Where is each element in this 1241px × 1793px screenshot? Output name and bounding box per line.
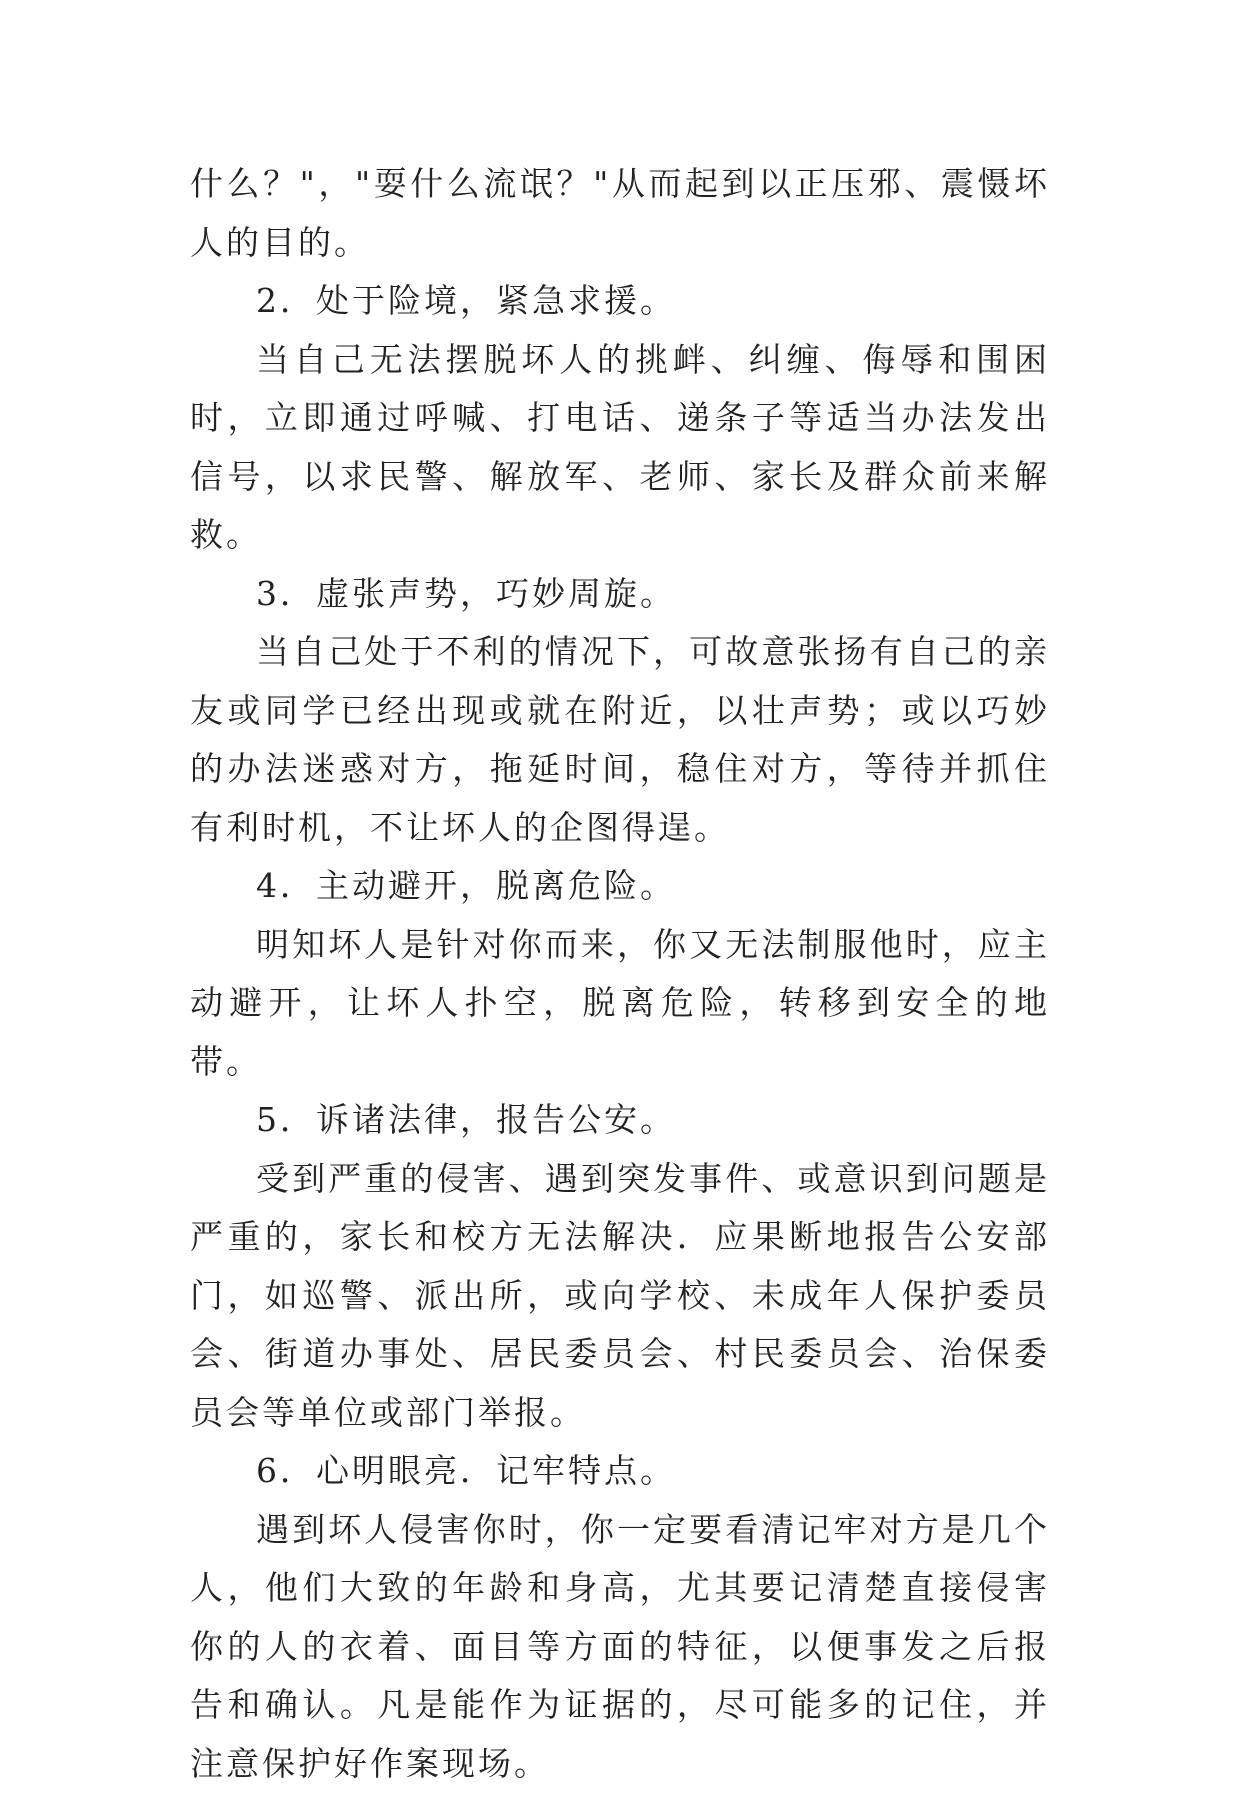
paragraph-continuation: 什么？"，"耍什么流氓？"从而起到以正压邪、震慑坏人的目的。 (190, 155, 1050, 272)
paragraph-item-5: 受到严重的侵害、遇到突发事件、或意识到问题是严重的，家长和校方无法解决．应果断地报告公安部门，如巡警、派出所，或向学校、未成年人保护委员会、街道办事处、居民委员会、村民委员会、治保委员会等单位或部门举报。 (190, 1150, 1050, 1443)
heading-item-5: 5．诉诸法律，报告公安。 (190, 1091, 1050, 1150)
heading-item-4: 4．主动避开，脱离危险。 (190, 857, 1050, 916)
heading-item-3: 3．虚张声势，巧妙周旋。 (190, 565, 1050, 624)
paragraph-item-4: 明知坏人是针对你而来，你又无法制服他时，应主动避开，让坏人扑空，脱离危险，转移到安全的地带。 (190, 916, 1050, 1092)
paragraph-item-2: 当自己无法摆脱坏人的挑衅、纠缠、侮辱和围困时，立即通过呼喊、打电话、递条子等适当办法发出信号，以求民警、解放军、老师、家长及群众前来解救。 (190, 331, 1050, 565)
document-body (190, 155, 1050, 1793)
heading-item-2: 2．处于险境，紧急求援。 (190, 272, 1050, 331)
paragraph-item-6: 遇到坏人侵害你时，你一定要看清记牢对方是几个人，他们大致的年龄和身高，尤其要记清楚直接侵害你的人的衣着、面目等方面的特征，以便事发之后报告和确认。凡是能作为证据的，尽可能多的记住，并注意保护好作案现场。 (190, 1501, 1050, 1793)
paragraph-item-3: 当自己处于不利的情况下，可故意张扬有自己的亲友或同学已经出现或就在附近，以壮声势；或以巧妙的办法迷惑对方，拖延时间，稳住对方，等待并抓住有利时机，不让坏人的企图得逞。 (190, 623, 1050, 857)
heading-item-6: 6．心明眼亮．记牢特点。 (190, 1442, 1050, 1501)
